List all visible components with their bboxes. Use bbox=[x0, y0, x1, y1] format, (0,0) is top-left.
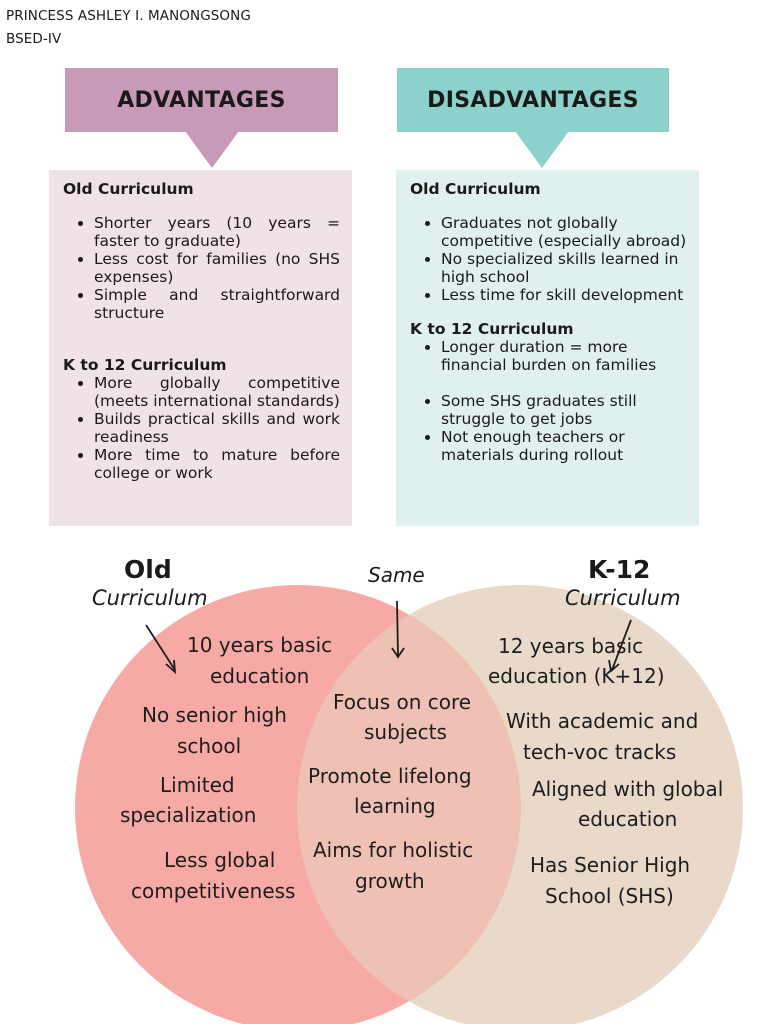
same-item-2-line-2: learning bbox=[354, 794, 436, 818]
disadvantages-k12-list bbox=[410, 338, 687, 464]
old-item-3-line-1: Limited bbox=[160, 773, 235, 797]
list-item: • No specialized skills learned in high school bbox=[441, 250, 687, 286]
same-item-2-line-1: Promote lifelong bbox=[308, 764, 472, 788]
old-item-4-line-1: Less global bbox=[164, 848, 276, 872]
k12-item-2-line-1: With academic and bbox=[506, 709, 699, 733]
same-item-3-line-2: growth bbox=[355, 869, 425, 893]
k12-item-3-line-2: education bbox=[578, 807, 678, 831]
venn-left-subtitle: Curriculum bbox=[92, 586, 208, 610]
advantages-banner: ADVANTAGES bbox=[65, 68, 338, 132]
k12-item-4-line-1: Has Senior High bbox=[530, 853, 691, 877]
list-item: • Longer duration = more financial burden on families bbox=[441, 338, 687, 374]
advantages-pointer bbox=[185, 131, 239, 168]
venn-right-title: K-12 bbox=[588, 555, 651, 584]
k12-item-1-line-2: education (K+12) bbox=[488, 664, 665, 688]
author-course: BSED-IV bbox=[6, 31, 62, 47]
disadvantages-pointer bbox=[515, 131, 569, 168]
advantages-panel bbox=[49, 170, 352, 526]
advantages-k12-list bbox=[63, 374, 340, 482]
k12-item-1-line-1: 12 years basic bbox=[498, 634, 644, 658]
old-item-4-line-2: competitiveness bbox=[131, 879, 296, 903]
disadvantages-old-list bbox=[410, 214, 687, 304]
disadvantages-k12-heading: K to 12 Curriculum bbox=[410, 320, 574, 338]
list-item: • Less time for skill development bbox=[441, 286, 687, 304]
k12-item-3-line-1: Aligned with global bbox=[532, 777, 724, 801]
old-item-1-line-2: education bbox=[210, 664, 310, 688]
same-item-1-line-2: subjects bbox=[364, 720, 447, 744]
list-item: • More globally competitive (meets international standards) bbox=[94, 374, 340, 410]
disadvantages-banner: DISADVANTAGES bbox=[397, 68, 669, 132]
list-item: • More time to mature before college or work bbox=[94, 446, 340, 482]
author-name: PRINCESS ASHLEY I. MANONGSONG bbox=[6, 8, 251, 24]
list-item: • Not enough teachers or materials during rollout bbox=[441, 428, 687, 464]
list-item: • Shorter years (10 years = faster to graduate) bbox=[94, 214, 340, 250]
venn-left-title: Old bbox=[124, 555, 172, 584]
venn-middle-label: Same bbox=[368, 563, 425, 587]
list-item: • Simple and straightforward structure bbox=[94, 286, 340, 322]
old-item-2-line-2: school bbox=[177, 734, 242, 758]
advantages-old-list bbox=[63, 214, 340, 322]
advantages-old-heading: Old Curriculum bbox=[63, 180, 194, 198]
same-item-1-line-1: Focus on core bbox=[333, 690, 472, 714]
list-item: • Less cost for families (no SHS expenses) bbox=[94, 250, 340, 286]
same-item-3-line-1: Aims for holistic bbox=[313, 838, 474, 862]
venn-right-subtitle: Curriculum bbox=[565, 586, 681, 610]
old-item-1-line-1: 10 years basic bbox=[187, 633, 333, 657]
old-item-2-line-1: No senior high bbox=[142, 703, 287, 727]
same-arrow bbox=[397, 601, 398, 656]
list-item: • Builds practical skills and work readiness bbox=[94, 410, 340, 446]
disadvantages-panel bbox=[396, 170, 699, 526]
k12-item-2-line-2: tech-voc tracks bbox=[523, 740, 677, 764]
old-item-3-line-2: specialization bbox=[120, 803, 257, 827]
k12-item-4-line-2: School (SHS) bbox=[545, 884, 674, 908]
list-item: • Graduates not globally competitive (especially abroad) bbox=[441, 214, 687, 250]
disadvantages-old-heading: Old Curriculum bbox=[410, 180, 541, 198]
advantages-k12-heading: K to 12 Curriculum bbox=[63, 356, 227, 374]
list-item: • Some SHS graduates still struggle to get jobs bbox=[441, 392, 687, 428]
